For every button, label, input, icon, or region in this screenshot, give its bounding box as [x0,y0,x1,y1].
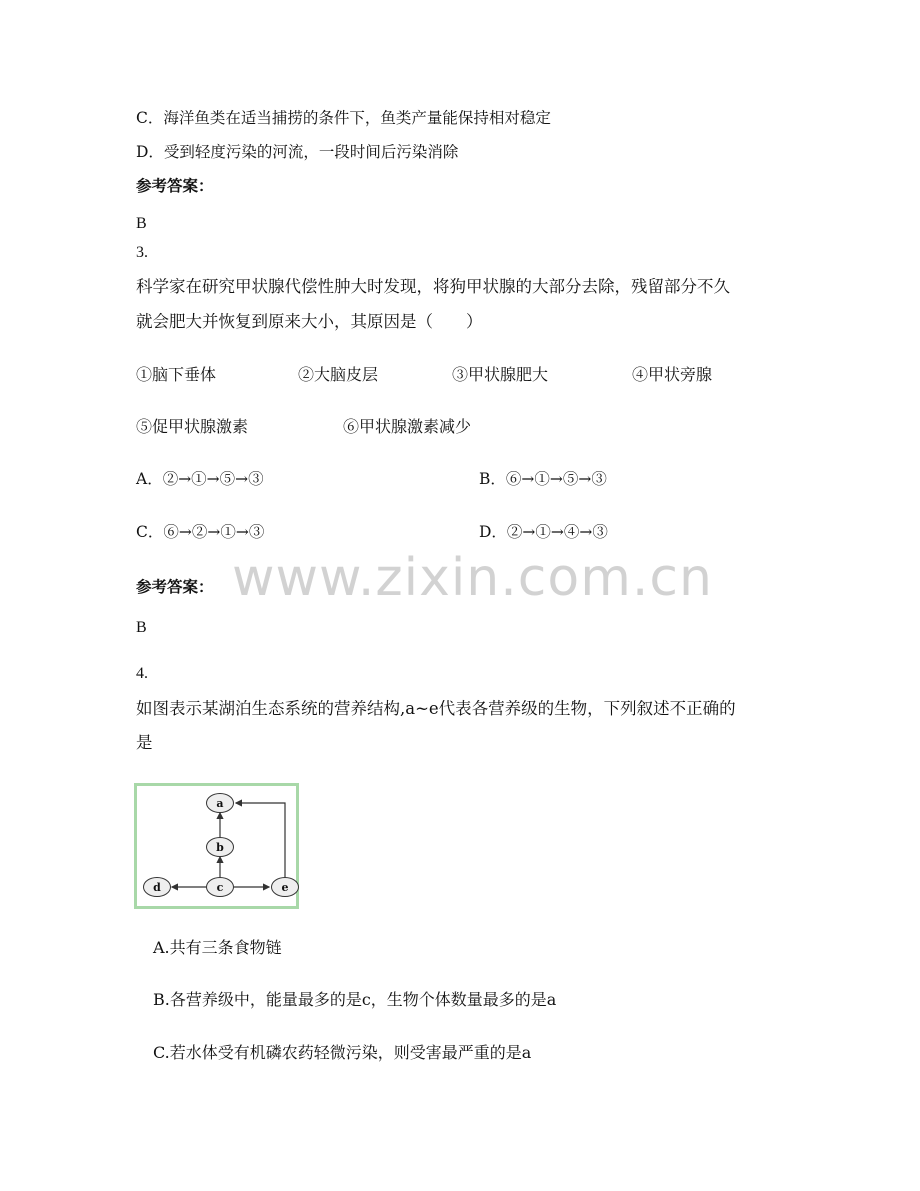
option-a: A．②→①→⑤→③ [136,470,264,488]
q4-option-b: B.各营养级中，能量最多的是c，生物个体数量最多的是a [153,990,557,1009]
arrow-e-to-a [236,803,285,877]
option-c: C．⑥→②→①→③ [136,523,265,541]
answer-value: B [136,619,147,636]
question-stem: 是 [136,733,153,752]
node-c: c [206,877,234,897]
item-1: ①脑下垂体 [136,365,217,384]
question-stem: 科学家在研究甲状腺代偿性肿大时发现，将狗甲状腺的大部分去除，残留部分不久 [136,277,730,296]
food-web-figure [134,783,299,909]
question-number: 4. [136,665,148,682]
item-5: ⑤促甲状腺激素 [136,417,249,436]
q2-option-c: C．海洋鱼类在适当捕捞的条件下，鱼类产量能保持相对稳定 [136,109,551,127]
node-e: e [271,877,299,897]
item-6: ⑥甲状腺激素减少 [343,417,472,436]
answer-value: B [136,215,147,232]
answer-label: 参考答案： [136,177,214,195]
answer-label: 参考答案： [136,578,214,596]
question-stem: 就会肥大并恢复到原来大小，其原因是（ ） [136,312,483,331]
node-a: a [206,793,234,813]
item-2: ②大脑皮层 [298,365,379,384]
node-b: b [206,837,234,857]
question-number: 3. [136,244,148,261]
item-4: ④甲状旁腺 [632,365,713,384]
item-3: ③甲状腺肥大 [452,365,549,384]
node-d: d [143,877,171,897]
q4-option-a: A.共有三条食物链 [153,938,282,957]
q4-option-c: C.若水体受有机磷农药轻微污染，则受害最严重的是a [153,1043,532,1062]
option-b: B．⑥→①→⑤→③ [479,470,607,488]
watermark: www.zixin.com.cn [232,548,713,608]
option-d: D．②→①→④→③ [479,523,608,541]
question-stem: 如图表示某湖泊生态系统的营养结构,a~e代表各营养级的生物，下列叙述不正确的 [136,699,736,718]
q2-option-d: D．受到轻度污染的河流，一段时间后污染消除 [136,143,459,161]
